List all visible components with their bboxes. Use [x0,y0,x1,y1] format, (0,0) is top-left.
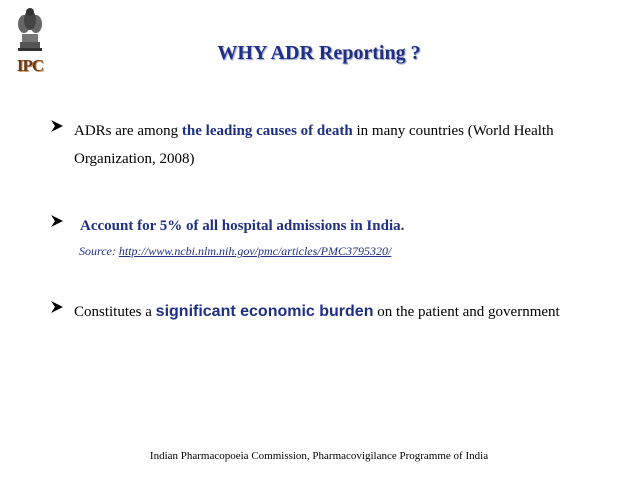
slide-title: WHY ADR Reporting ? [217,42,421,64]
bullet-text-post: in many countries (World Health Organization, 2008) [74,123,554,167]
source-citation [79,244,391,259]
bullet-item [50,117,620,177]
source-label: Source: [79,244,119,258]
bullet-text-pre: ADRs are among [74,123,182,139]
source-link[interactable]: http://www.ncbi.nlm.nih.gov/pmc/articles/PMC3795320/ [118,244,392,258]
bullet-item [50,298,620,326]
slide-footer: Indian Pharmacopoeia Commission, Pharmacovigilance Programme of India [149,450,489,462]
bullet-highlight: Account for 5% of all hospital admissions in India. [80,218,405,234]
bullet-highlight: the leading causes of death [181,123,353,139]
ipc-logo-text: IPC [16,56,44,75]
bullet-text-pre: Constitutes a [74,304,156,320]
bullet-text [74,298,620,326]
arrow-bullet-icon [50,300,64,314]
bullet-text [80,212,620,240]
bullet-text [74,117,620,173]
arrow-bullet-icon [50,119,64,133]
bullet-text-post: on the patient and government [373,304,560,320]
bullet-item [50,212,620,236]
arrow-bullet-icon [50,214,64,228]
ipc-logo [6,4,54,76]
bullet-highlight: significant economic burden [155,303,374,320]
